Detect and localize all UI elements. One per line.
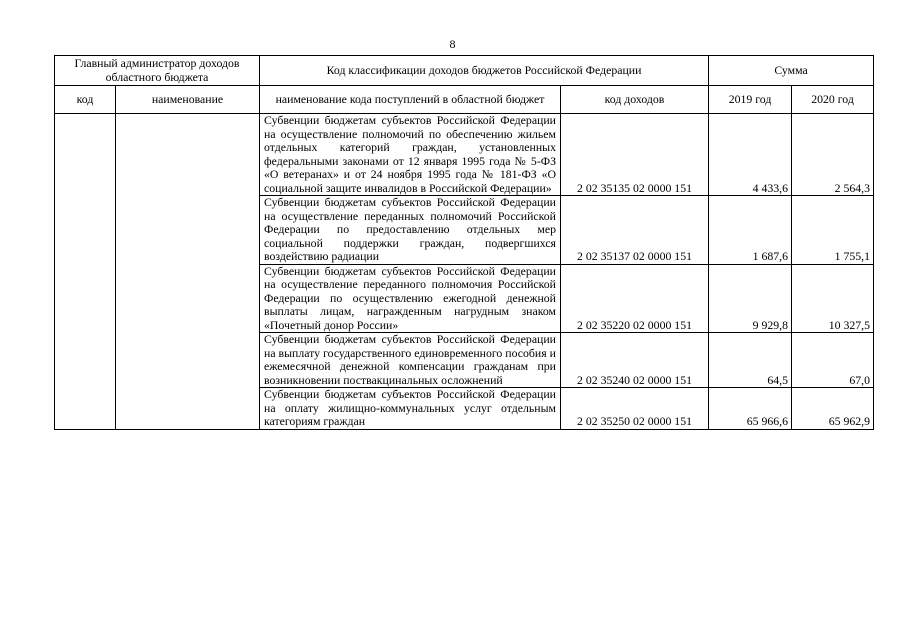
page-number: 8 bbox=[449, 37, 456, 51]
income-description: Субвенции бюджетам субъектов Российской Федерации на оплату жилищно-коммунальных услуг отдельным категориям граждан bbox=[260, 388, 561, 430]
income-code: 2 02 35220 02 0000 151 bbox=[561, 264, 709, 333]
header-col-code: код bbox=[55, 86, 116, 114]
sum-2019: 64,5 bbox=[709, 333, 792, 388]
header-col-income-name: наименование кода поступлений в областной бюджет bbox=[260, 86, 561, 114]
sum-2020: 65 962,9 bbox=[792, 388, 874, 430]
income-description: Субвенции бюджетам субъектов Российской Федерации на осуществление переданного полномочия Российской Федерации по осуществлению ежегодной денежной выплаты лицам, награжденным нагрудным знаком «Почетный донор России» bbox=[260, 264, 561, 333]
sum-2020: 10 327,5 bbox=[792, 264, 874, 333]
sum-2020: 1 755,1 bbox=[792, 196, 874, 265]
table-row bbox=[55, 114, 874, 196]
header-col-2020: 2020 год bbox=[792, 86, 874, 114]
header-chief-admin: Главный администратор доходов областного бюджета bbox=[55, 56, 260, 86]
sum-2019: 65 966,6 bbox=[709, 388, 792, 430]
header-row-1 bbox=[55, 56, 874, 86]
header-col-income-code: код доходов bbox=[561, 86, 709, 114]
income-description: Субвенции бюджетам субъектов Российской Федерации на осуществление переданных полномочий Российской Федерации по предоставлению отдельных мер социальной поддержки граждан, подвергшихся воздействию радиации bbox=[260, 196, 561, 265]
admin-name-cell bbox=[116, 114, 260, 430]
income-code: 2 02 35240 02 0000 151 bbox=[561, 333, 709, 388]
header-row-2 bbox=[55, 86, 874, 114]
header-classification: Код классификации доходов бюджетов Российской Федерации bbox=[260, 56, 709, 86]
income-description: Субвенции бюджетам субъектов Российской Федерации на выплату государственного единовременного пособия и ежемесячной денежной компенсации гражданам при возникновении поствакцинальных осложнений bbox=[260, 333, 561, 388]
sum-2020: 2 564,3 bbox=[792, 114, 874, 196]
income-description: Субвенции бюджетам субъектов Российской Федерации на осуществление полномочий по обеспечению жильем отдельных категорий граждан, установленных федеральными законами от 12 января 1995 года № 5-ФЗ «О ветеранах» и от 24 ноября 1995 года № 181-ФЗ «О социальной защите инвалидов в Российской Федерации» bbox=[260, 114, 561, 196]
header-col-2019: 2019 год bbox=[709, 86, 792, 114]
income-code: 2 02 35135 02 0000 151 bbox=[561, 114, 709, 196]
admin-code-cell bbox=[55, 114, 116, 430]
sum-2019: 9 929,8 bbox=[709, 264, 792, 333]
sum-2019: 4 433,6 bbox=[709, 114, 792, 196]
sum-2020: 67,0 bbox=[792, 333, 874, 388]
header-col-name: наименование bbox=[116, 86, 260, 114]
income-classification-table bbox=[54, 55, 874, 430]
income-code: 2 02 35250 02 0000 151 bbox=[561, 388, 709, 430]
header-amount: Сумма bbox=[709, 56, 874, 86]
income-code: 2 02 35137 02 0000 151 bbox=[561, 196, 709, 265]
sum-2019: 1 687,6 bbox=[709, 196, 792, 265]
